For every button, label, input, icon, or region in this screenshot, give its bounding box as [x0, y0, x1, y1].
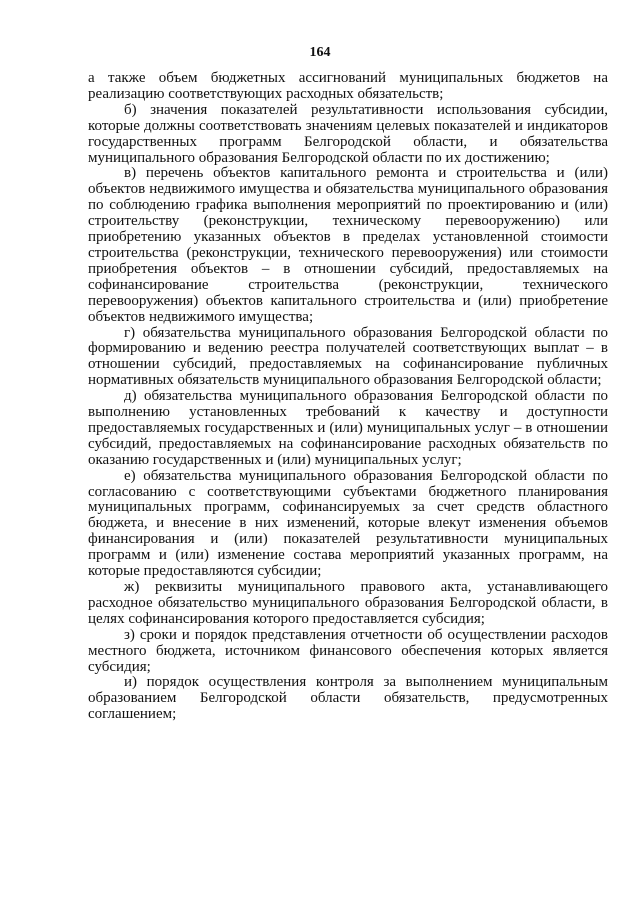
page-number: 164 [309, 45, 331, 60]
paragraph-item-g: г) обязательства муниципального образования Белгородской области по формированию и ведению реестра получателей соответствующих выплат – в отношении субсидий, предоставляемых на софинансирование публичных нормативных обязательств муниципального образования Белгородской области; [88, 324, 608, 389]
paragraph-item-e: е) обязательства муниципального образования Белгородской области по согласованию с соответствующими субъектами бюджетного планирования муниципальных программ, софинансируемых за счет средств областного бюджета, и внесение в них изменений, которые влекут изменения объемов финансирования и (или) показателей результативности муниципальных программ и (или) изменение состава мероприятий указанных программ, на которые предоставляются субсидии; [88, 467, 608, 580]
paragraph-item-v: в) перечень объектов капитального ремонта и строительства и (или) объектов недвижимого имущества и обязательства муниципального образования по соблюдению графика выполнения мероприятий по проектированию и (или) строительству (реконструкции, техническому перевооружению) или приобретению указанных объектов в пределах установленной стоимости строительства (реконструкции, технического перевооружения) или стоимости приобретения объектов – в отношении субсидий, предоставляемых на софинансирование строительства (реконструкции, технического перевооружения) объектов капитального строительства и (или) приобретение объектов недвижимого имущества; [88, 165, 608, 325]
paragraph-item-zh: ж) реквизиты муниципального правового акта, устанавливающего расходное обязательство муниципального образования Белгородской области, в целях софинансирования которого предоставляется субсидия; [88, 579, 608, 627]
paragraph-item-i: и) порядок осуществления контроля за выполнением муниципальным образованием Белгородской области обязательств, предусмотренных соглашением; [88, 674, 608, 723]
paragraph-item-b: б) значения показателей результативности использования субсидии, которые должны соответствовать значениям целевых показателей и индикаторов государственных программ Белгородской области, и обязательства муниципального образования Белгородской области по их достижению; [88, 101, 608, 166]
document-body [88, 71, 608, 723]
paragraph-item-z: з) сроки и порядок представления отчетности об осуществлении расходов местного бюджета, источником финансового обеспечения которых является субсидия; [88, 626, 608, 675]
paragraph-continuation: а также объем бюджетных ассигнований муниципальных бюджетов на реализацию соответствующих расходных обязательств; [88, 70, 608, 102]
paragraph-item-d: д) обязательства муниципального образования Белгородской области по выполнению установленных требований к качеству и доступности предоставляемых государственных и (или) муниципальных услуг – в отношении субсидий, предоставляемых на софинансирование расходных обязательств по оказанию государственных и (или) муниципальных услуг; [88, 388, 608, 468]
